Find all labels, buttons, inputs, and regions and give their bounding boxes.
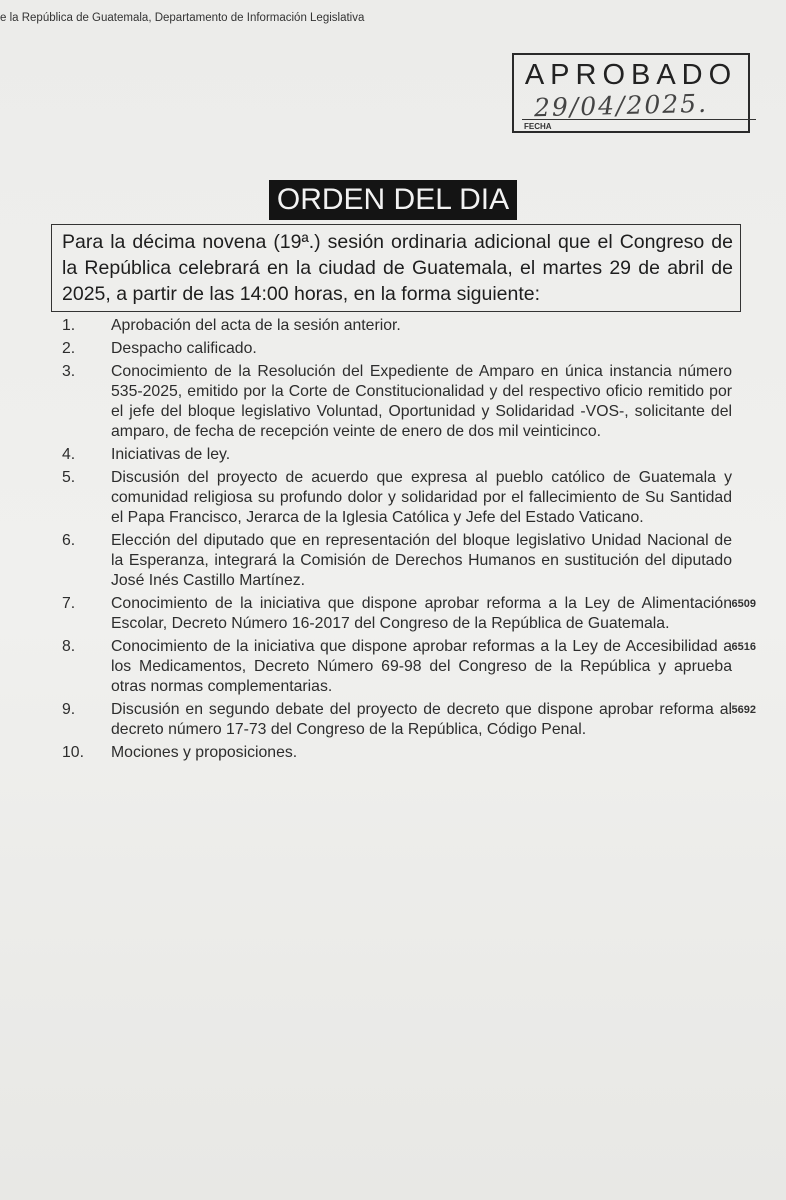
intro-box: Para la décima novena (19ª.) sesión ordinaria adicional que el Congreso de la República celebrará en la ciudad de Guatemala, el martes 29 de abril de 2025, a partir de las 14:00 horas, en la forma siguiente: [51, 224, 741, 312]
agenda-item-text: Despacho calificado. [111, 340, 257, 357]
agenda-item [62, 743, 732, 763]
agenda-item-text: Conocimiento de la iniciativa que dispone aprobar reforma a la Ley de Alimentación Escolar, Decreto Número 16-2017 del Congreso de la República de Guatemala. [111, 595, 732, 632]
document-title: ORDEN DEL DIA [269, 180, 517, 220]
agenda-item [62, 700, 756, 740]
agenda-item-number: 9. [62, 701, 76, 718]
agenda-item-text: Conocimiento de la iniciativa que dispone aprobar reformas a la Ley de Accesibilidad a los Medicamentos, Decreto Número 69-98 del Congreso de la República y aprueba otras normas complementarias. [111, 638, 732, 695]
agenda-item [62, 531, 732, 591]
agenda-item-number: 8. [62, 638, 76, 655]
agenda-item [62, 468, 732, 528]
agenda-item-number: 5. [62, 469, 76, 486]
agenda-item-text: Elección del diputado que en representación del bloque legislativo Unidad Nacional de la Esperanza, integrará la Comisión de Derechos Humanos en sustitución del diputado José Inés Castillo Martínez. [111, 532, 732, 589]
agenda-item-number: 2. [62, 340, 76, 357]
agenda-item [62, 316, 732, 336]
agenda-list [62, 316, 756, 766]
stamp-title: APROBADO [524, 59, 738, 91]
approved-stamp [512, 53, 750, 133]
agenda-item-number: 6. [62, 532, 76, 549]
initiative-number: 6509 [731, 598, 756, 610]
initiative-number: 5692 [731, 704, 756, 716]
agenda-item [62, 445, 732, 465]
agenda-item [62, 339, 732, 359]
agenda-item [62, 637, 756, 697]
agenda-item-text: Conocimiento de la Resolución del Expediente de Amparo en única instancia número 535-2025, emitido por la Corte de Constitucionalidad y del respectivo oficio remitido por el jefe del bloque legislativo Voluntad, Oportunidad y Solidaridad -VOS-, solicitante del amparo, de fecha de recepción veinte de enero de dos mil veinticinco. [111, 363, 732, 440]
agenda-item-text: Discusión del proyecto de acuerdo que expresa al pueblo católico de Guatemala y comunidad religiosa su profundo dolor y solidaridad por el fallecimiento de Su Santidad el Papa Francisco, Jerarca de la Iglesia Católica y Jefe del Estado Vaticano. [111, 469, 732, 526]
agenda-item-text: Mociones y proposiciones. [111, 744, 298, 761]
agenda-item-number: 4. [62, 446, 76, 463]
stamp-handwritten-date: 29/04/2025. [533, 88, 709, 123]
agenda-item-number: 1. [62, 317, 76, 334]
initiative-number: 6516 [731, 641, 756, 653]
agenda-item [62, 594, 756, 634]
header-source-line: e la República de Guatemala, Departamento de Información Legislativa [0, 12, 365, 24]
agenda-item-text: Discusión en segundo debate del proyecto de decreto que dispone aprobar reforma al decreto número 17-73 del Congreso de la República, Código Penal. [111, 701, 732, 738]
agenda-item [62, 362, 732, 442]
agenda-item-number: 7. [62, 595, 76, 612]
agenda-item-number: 3. [62, 363, 76, 380]
stamp-date-label: FECHA [524, 122, 552, 131]
agenda-item-number: 10. [62, 744, 84, 761]
stamp-date-line [522, 119, 756, 120]
agenda-item-text: Iniciativas de ley. [111, 446, 231, 463]
agenda-item-text: Aprobación del acta de la sesión anterior. [111, 317, 401, 334]
